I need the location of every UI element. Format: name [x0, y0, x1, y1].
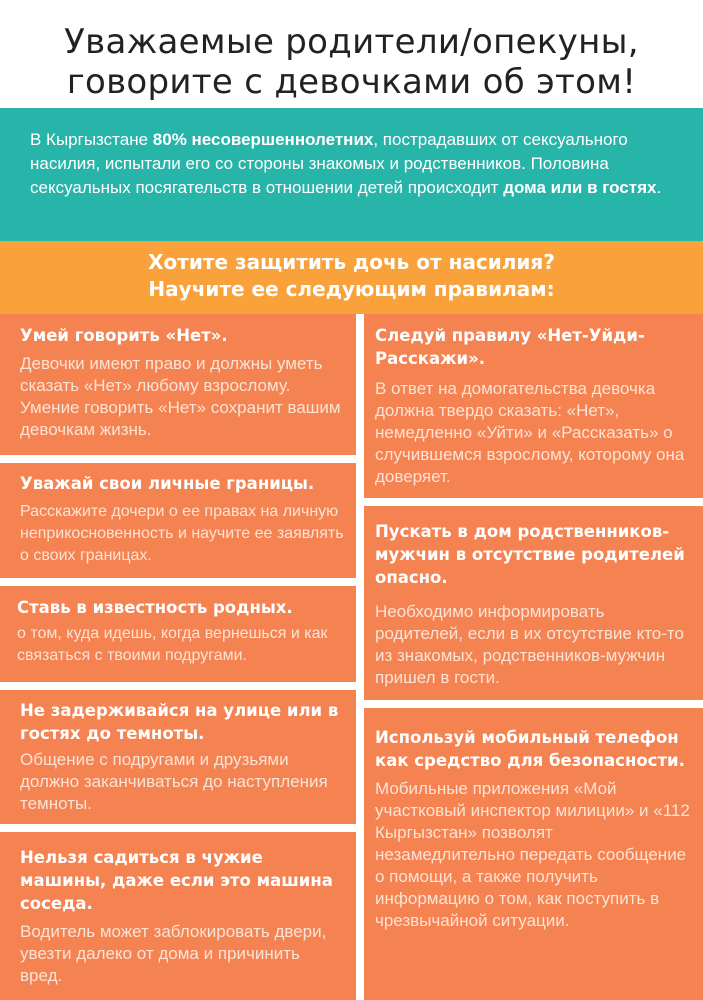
rule-title: Уважай свои личные границы.: [20, 474, 315, 493]
rules-banner: [0, 241, 703, 314]
rule-title: Ставь в известность родных.: [17, 598, 293, 617]
rule-body: Расскажите дочери о ее правах на личную неприкосновенность и научите ее заявлять о своих границах.: [20, 503, 344, 564]
rule-body: Необходимо информировать родителей, если в их отсутствие кто-то из знакомых, родственников-мужчин пришел в гости.: [375, 602, 684, 687]
rule-card-left-3: [0, 586, 356, 682]
poster-title: [0, 0, 703, 102]
rules-grid: [0, 314, 703, 1000]
intro-bold-statistic: 80% несовершеннолетних: [152, 130, 374, 149]
rule-card-right-3: [364, 708, 703, 1000]
rule-title: Следуй правилу «Нет-Уйди-Расскажи».: [375, 326, 645, 368]
rule-card-left-4: [0, 690, 356, 824]
intro-statistics-panel: [0, 108, 703, 241]
rule-title: Используй мобильный телефон как средство для безопасности.: [375, 728, 685, 770]
rule-card-left-1: [0, 314, 356, 455]
rules-banner-line-1: Хотите защитить дочь от насилия?: [148, 250, 555, 274]
rule-title: Умей говорить «Нет».: [20, 326, 228, 345]
rule-body: Девочки имеют право и должны уметь сказать «Нет» любому взрослому. Умение говорить «Нет» сохранит вашим девочкам жизнь.: [20, 354, 341, 439]
rule-title: Нельзя садиться в чужие машины, даже если это машина соседа.: [20, 848, 333, 913]
rule-body: Водитель может заблокировать двери, увезти далеко от дома и причинить вред.: [20, 922, 327, 985]
rules-banner-line-2: Научите ее следующим правилам:: [148, 277, 555, 301]
intro-text-part-3: .: [656, 178, 662, 197]
rule-body: Общение с подругами и друзьями должно заканчиваться до наступления темноты.: [20, 750, 328, 813]
rule-body: Мобильные приложения «Мой участковый инспектор милиции» и «112 Кыргызстан» позволят незамедлительно передать сообщение о помощи, а также получить информацию о том, как поступить в чрезвычайной ситуации.: [375, 779, 690, 930]
poster-header: [0, 0, 703, 108]
rule-body: В ответ на домогательства девочка должна твердо сказать: «Нет», немедленно «Уйти» и «Рассказать» о случившемся взрослому, которому она доверяет.: [375, 379, 685, 486]
rule-card-left-5: [0, 832, 356, 1000]
intro-text-part-2: , пострадавших от сексуального насилия, испытали его со стороны знакомых и родственников. Половина сексуальных посягательств в отношении детей происходит: [30, 130, 628, 197]
rule-body: о том, куда идешь, когда вернешься и как связаться с твоими подругами.: [17, 625, 328, 664]
rule-title: Не задерживайся на улице или в гостях до темноты.: [20, 701, 339, 743]
intro-bold-location: дома или в гостях: [503, 178, 657, 197]
rule-card-left-2: [0, 463, 356, 578]
rule-card-right-2: [364, 506, 703, 700]
poster-title-line-2: говорите с девочками об этом!: [66, 62, 637, 102]
poster-title-line-1: Уважаемые родители/опекуны,: [64, 22, 639, 62]
rule-title: Пускать в дом родственников-мужчин в отсутствие родителей опасно.: [375, 522, 685, 587]
intro-text-part-1: В Кыргызстане: [30, 130, 153, 149]
rule-card-right-1: [364, 314, 703, 498]
